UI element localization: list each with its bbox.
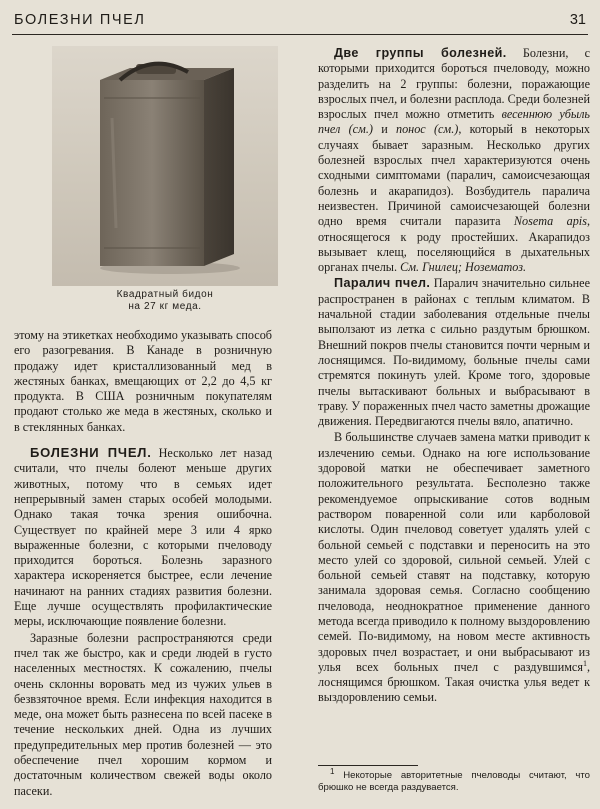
text-run: Паралич значительно сильнее распространен в районах с теплым климатом. В начальной стадии заболевания отдельные пчелы выползают из летка с сильно раздутым брюшком. Внешний покров пчелы становится почти черным и лоснящимся. По-видимому, больные пчелы сами стремятся покинуть улей. Кроме того, здоровые пчелы вытаскивают больных и выбрасывают в траву. У пораженных пчел часто заметны дрожащие движения. Передвигаются пчелы вяло, апатично. [318, 276, 590, 429]
infectious-diseases-paragraph: Заразные болезни распространяются среди пчел так же быстро, как и среди людей в густо населенных местностях. К сожалению, пчелы очень склонны воровать мед из чужих ульев в безвзяточное время. Если инфекция находится в меде, она может быть разнесена по всей пасеке в течение нескольких дней. Одна из лучших предупредительных мер против болезней — это обеспечение пчел хорошим кормом и достаточным количеством свежей воды около пасеки. [14, 630, 272, 798]
section-heading: БОЛЕЗНИ ПЧЕЛ. [30, 445, 152, 461]
cross-reference: понос (см.) [395, 122, 459, 137]
honey-can-photo [52, 46, 278, 286]
section-bee-diseases [14, 445, 272, 630]
right-column [318, 46, 590, 706]
running-title: БОЛЕЗНИ ПЧЕЛ [14, 12, 146, 28]
continuation-paragraph: этому на этикетках необходимо указывать способ его разогревания. В Канаде в розничную продажу идет кристаллизованный мед в жестяных банках, вмещающих от 2,2 до 4,5 кг продукта. В США розничным покупателям продают столько же меда в жестяных, сколько и в стеклянных банках. [14, 328, 272, 434]
species-name: Nosema apis [513, 214, 587, 229]
queen-replacement-paragraph [318, 430, 590, 705]
paralysis-paragraph [318, 276, 590, 429]
text-run: , который в некоторых случаях бывает заразным. Несколько других болезней взрослых пчел характеризуются очень сходными симптомами (паралич, самоисчезающая болезнь и акарапидоз). Возбудитель паралича неизвестен. Причиной самоисчезающей болезни одно время считали паразита [318, 122, 590, 229]
page-number: 31 [569, 12, 586, 28]
left-column [14, 328, 272, 799]
paragraph-lead: Две группы болезней. [334, 46, 507, 60]
text-run: Болезни, с которыми приходится бороться пчеловоду, можно разделить на 2 группы: болезни, поражающие взрослых пчел, и болезни расплода. Среди болезней взрослых пчел можно отметить [318, 46, 591, 122]
see-also: См. Гнилец; Нозематоз. [400, 260, 527, 275]
footnote [318, 766, 590, 794]
text-run: , лоснящимся брюшком. Такая очистка улья ведет к выздоровлению семьи. [318, 659, 590, 705]
running-header [12, 4, 588, 35]
footnote-marker: 1 [330, 766, 335, 776]
text-run: В большинстве случаев замена матки приводит к излечению семьи. Однако на юге использование здоровой матки не обеспечивает заметного положительного результата. Бесполезно также рекомендуемое опрыскивание сотов водным раствором поваренной соли или карболовой кислоты. Один пчеловод советует удалять улей с больной семьей с подставки и переносить на это место улей со здоровой, сильной семьей. Улей с больной семьей ставят на подставку, которую занимала здоровая семья. Согласно сообщению пчеловода, неоднократное применение данного метода всегда приводило к полному выздоровлению семей. По-видимому, на новом месте активность здоровых пчел возрастает, и они выбрасывают из улья всех больных пчел с раздувшимся [318, 430, 590, 674]
footnote-ref[interactable]: 1 [582, 658, 587, 668]
disease-groups-paragraph [318, 46, 590, 275]
text-run: и [372, 122, 396, 137]
text-run: , относящегося к роду простейших. Акарапидоз вызывает клещ, поселяющийся в дыхательных органах пчелы. [318, 214, 590, 275]
figure-caption [50, 289, 280, 313]
square-can-icon [92, 58, 242, 274]
paragraph-lead: Паралич пчел. [334, 276, 431, 291]
cross-reference: весеннюю убыль пчел (см.) [318, 107, 590, 137]
section-text: Несколько лет назад считали, что пчелы болеют меньше других животных, потому что в семьях идет непрерывный замен старых особей молодыми. Однако такая точка зрения ошибочна. Существует по крайней мере 3 или 4 ярко выраженные болезни, с которыми пчеловоду приходится бороться. Болезнь заразного характера искореняется быстрее, если лечение начинают на ранних стадиях развития болезни. Еще лучше осуществлять профилактические меры, исключающие появление болезни. [14, 446, 272, 629]
caption-line-2: на 27 кг меда. [128, 301, 202, 312]
caption-line-1: Квадратный бидон [116, 289, 214, 300]
footnote-text: Некоторые авторитетные пчеловоды считают, что брюшко не всегда раздувается. [318, 770, 590, 793]
